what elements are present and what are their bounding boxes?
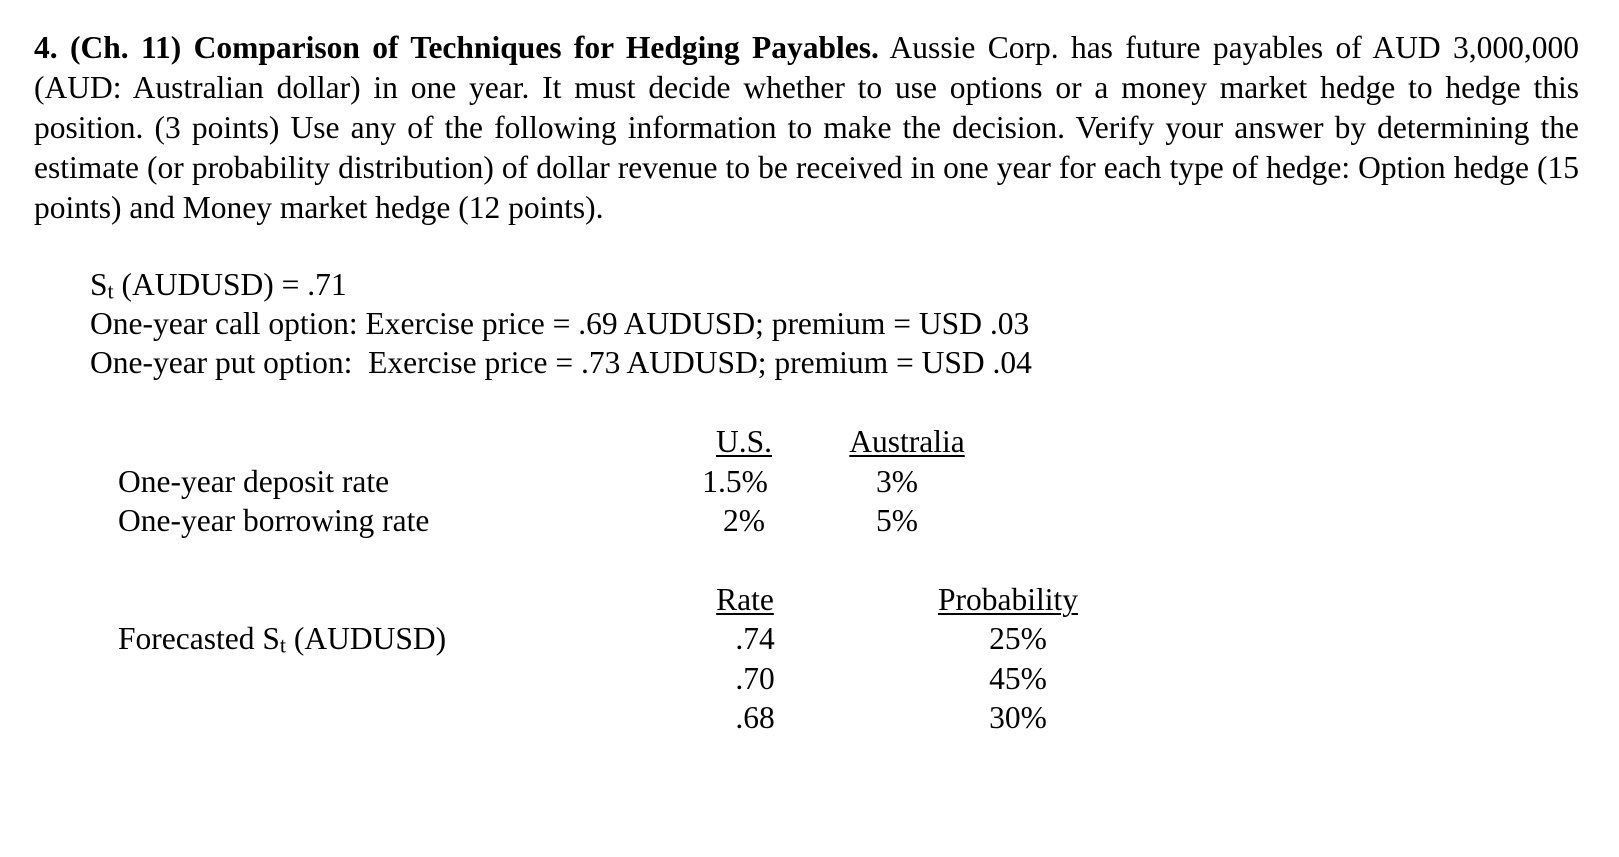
header-australia: Australia [849, 424, 965, 459]
call-option-line: One-year call option: Exercise price = .69 AUDUSD; premium = USD .03 [90, 306, 1030, 341]
forecast-label: Forecasted St (AUDUSD) [118, 621, 447, 658]
borrowing-rate-australia: 5% [876, 503, 918, 538]
header-rate: Rate [716, 582, 774, 617]
problem-body: Aussie Corp. has future payables of AUD 3,000,000 (AUD: Australian dollar) in one year. It must decide whether to use options or a money market hedge to hedge this position. (3 points) Use any of the following information to make the decision. Verify your answer by determining the estimate (or probability distribution) of dollar revenue to be received in one year for each type of hedge: Option hedge (15 points) and Money market hedge (12 points). [34, 30, 1579, 225]
put-option-line: One-year put option: Exercise price = .73 AUDUSD; premium = USD .04 [90, 345, 1032, 380]
forecast-rate-2: .70 [735, 661, 775, 696]
forecast-rate-1: .74 [735, 621, 775, 656]
forecast-probability-2: 45% [989, 661, 1047, 696]
problem-statement [34, 28, 1579, 228]
forecast-rate-3: .68 [735, 700, 775, 735]
deposit-rate-australia: 3% [876, 464, 918, 499]
forecast-probability-1: 25% [989, 621, 1047, 656]
header-probability: Probability [938, 582, 1078, 617]
spot-rate-line: St (AUDUSD) = .71 [90, 267, 347, 304]
deposit-rate-label: One-year deposit rate [118, 464, 390, 499]
deposit-rate-us: 1.5% [702, 464, 768, 499]
borrowing-rate-us: 2% [723, 503, 765, 538]
forecast-probability-3: 30% [989, 700, 1047, 735]
header-us: U.S. [715, 424, 773, 459]
problem-title: 4. (Ch. 11) Comparison of Techniques for Hedging Payables. [34, 30, 879, 65]
borrowing-rate-label: One-year borrowing rate [118, 503, 430, 538]
